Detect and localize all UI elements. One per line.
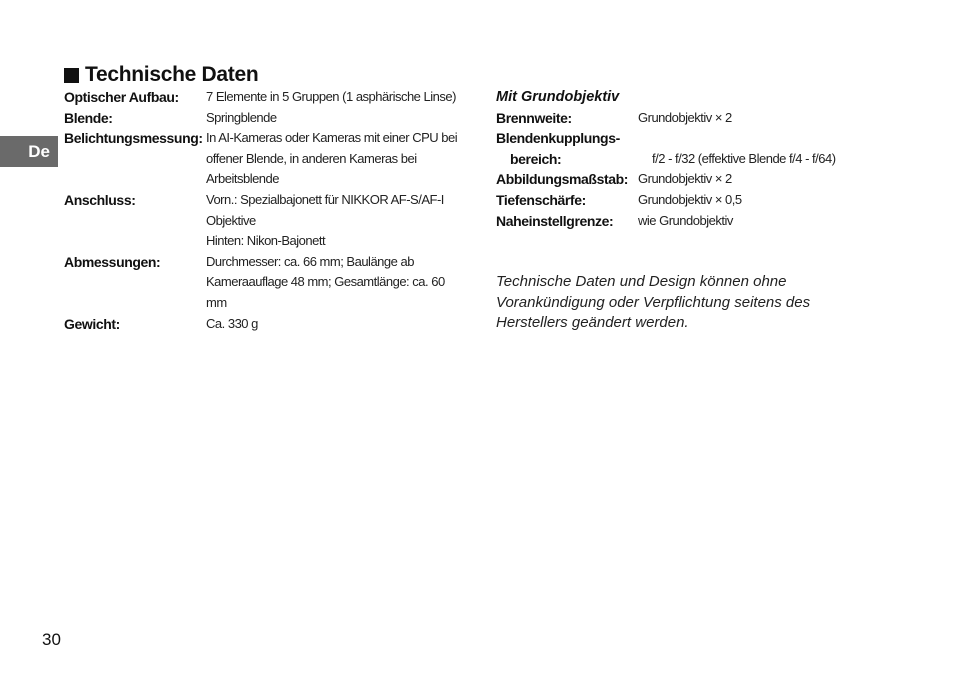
spec-label: Blendenkupplungs- xyxy=(496,130,620,147)
spec-row-reproduction-ratio xyxy=(496,169,896,190)
page-number: 30 xyxy=(42,630,61,649)
spec-value: Arbeitsblende xyxy=(206,171,279,187)
spec-value xyxy=(638,128,896,149)
spec-row-optics xyxy=(64,87,464,108)
spec-value: wie Grundobjektiv xyxy=(638,212,733,228)
spec-row-min-focus xyxy=(496,211,896,232)
spec-value: Ca. 330 g xyxy=(206,315,258,331)
spec-row-mount-cont xyxy=(64,231,464,252)
spec-value: Hinten: Nikon-Bajonett xyxy=(206,233,326,249)
spec-label: Blende: xyxy=(64,109,113,126)
spec-value: f/2 - f/32 (effektive Blende f/4 - f/64) xyxy=(652,150,836,166)
spec-label: Brennweite: xyxy=(496,109,572,126)
spec-value: Objektive xyxy=(206,212,256,228)
subheading: Mit Grundobjektiv xyxy=(496,89,620,105)
specs-right-column xyxy=(496,87,896,231)
spec-label: Naheinstellgrenze: xyxy=(496,212,614,229)
spec-value: Grundobjektiv × 2 xyxy=(638,171,732,187)
section-heading xyxy=(64,63,258,87)
spec-row-dimensions-cont xyxy=(64,272,464,313)
spec-row-aperture xyxy=(64,108,464,129)
spec-row-aperture-range xyxy=(496,128,896,149)
spec-row-mount xyxy=(64,190,464,211)
spec-row-focal-length xyxy=(496,108,896,129)
spec-value: 7 Elemente in 5 Gruppen (1 asphärische Linse) xyxy=(206,89,456,104)
spec-value: Springblende xyxy=(206,109,277,125)
spec-row-metering xyxy=(64,128,464,149)
spec-row-dimensions xyxy=(64,252,464,273)
spec-label: Gewicht: xyxy=(64,315,120,332)
spec-label: Anschluss: xyxy=(64,191,136,208)
spec-label: bereich: xyxy=(510,150,562,167)
spec-row-weight xyxy=(64,314,464,335)
spec-row-metering-cont xyxy=(64,149,464,170)
spec-label: Abmessungen: xyxy=(64,253,161,270)
spec-value: Durchmesser: ca. 66 mm; Baulänge ab xyxy=(206,253,414,269)
heading-text: Technische Daten xyxy=(85,63,259,86)
spec-value: Vorn.: Spezialbajonett für NIKKOR AF-S/AF-I xyxy=(206,191,444,207)
spec-row-metering-cont xyxy=(64,169,464,190)
spec-label: Abbildungsmaßstab: xyxy=(496,171,629,188)
spec-label: Optischer Aufbau: xyxy=(64,89,179,105)
square-bullet-icon xyxy=(64,68,79,83)
spec-row-depth-of-field xyxy=(496,190,896,211)
spec-value: In AI-Kameras oder Kameras mit einer CPU bei xyxy=(206,130,458,146)
language-tab: De xyxy=(0,136,58,167)
spec-value: Kameraauflage 48 mm; Gesamtlänge: ca. 60 mm xyxy=(206,274,445,310)
spec-label: Tiefenschärfe: xyxy=(496,191,586,208)
spec-label: Belichtungsmessung: xyxy=(64,130,203,147)
spec-value: Grundobjektiv × 0,5 xyxy=(638,191,742,207)
disclaimer-note: Technische Daten und Design können ohne Vorankündigung oder Verpflichtung seitens des Herstellers geändert werden. xyxy=(496,273,811,332)
spec-row-mount-cont xyxy=(64,211,464,232)
specs-left-column xyxy=(64,87,464,334)
spec-value: Grundobjektiv × 2 xyxy=(638,109,732,125)
spec-value: offener Blende, in anderen Kameras bei xyxy=(206,150,417,166)
spec-row-aperture-range-cont xyxy=(496,149,896,170)
